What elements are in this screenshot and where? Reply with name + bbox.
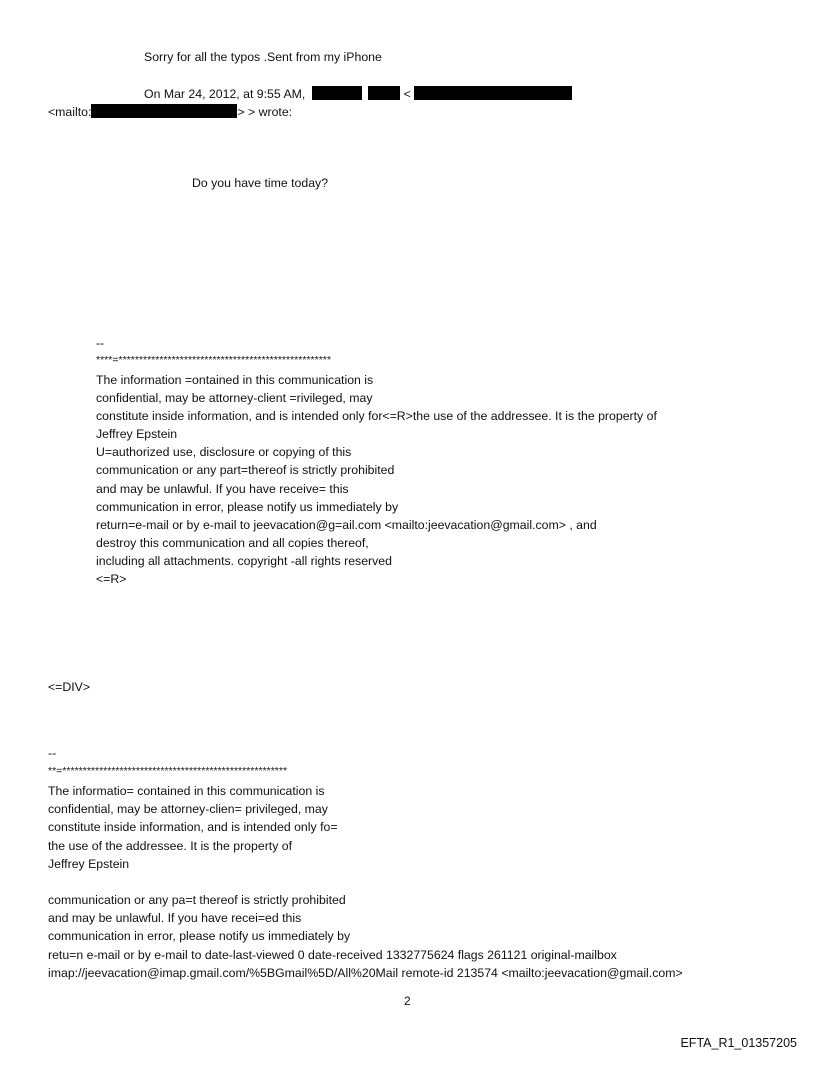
on-date-prefix: On Mar 24, 2012, at 9:55 AM, <box>144 87 306 101</box>
notice-line: communication or any pa=t thereof is strictly prohibited <box>48 893 346 907</box>
page-number: 2 <box>404 994 411 1008</box>
notice-line: the use of the addressee. It is the property of <box>48 838 293 853</box>
notice-line: communication or any part=thereof is strictly prohibited <box>96 463 395 478</box>
outer-footer-notice-b <box>48 891 683 982</box>
bates-number: EFTA_R1_01357205 <box>680 1036 797 1050</box>
on-date-line <box>144 86 572 102</box>
notice-line: constitute inside information, and is intended only fo= <box>48 820 338 835</box>
outer-footer-stars: **=******************************************************* <box>48 765 288 777</box>
notice-line: Jeffrey Epstein <box>48 856 130 871</box>
notice-line: return=e-mail or by e-mail to jeevacation@g=ail.com <mailto:jeevacation@gmail.com> , and <box>96 517 597 532</box>
div-tag-text: <=DIV> <box>48 680 91 694</box>
mailto-prefix: <mailto: <box>48 105 92 119</box>
inner-footer-dashes: -- <box>96 336 105 350</box>
outer-footer-dashes: -- <box>48 746 57 760</box>
notice-line: imap://jeevacation@imap.gmail.com/%5BGmail%5D/All%20Mail remote-id 213574 <mailto:jeevacation@gmail.com> <box>48 965 683 980</box>
notice-line: retu=n e-mail or by e-mail to date-last-viewed 0 date-received 1332775624 flags 261121 original-mailbox <box>48 947 617 962</box>
notice-line: communication in error, please notify us immediately by <box>96 499 399 514</box>
notice-line: constitute inside information, and is intended only for<=R>the use of the addressee. It is the property of <box>96 409 657 424</box>
mailto-line <box>48 104 292 120</box>
notice-line: communication in error, please notify us immediately by <box>48 929 351 944</box>
notice-line: destroy this communication and all copies thereof, <box>96 535 369 550</box>
sent-from-signature: Sorry for all the typos .Sent from my iPhone <box>144 50 382 64</box>
notice-line: Jeffrey Epstein <box>96 427 178 442</box>
notice-line: and may be unlawful. If you have recei=ed this <box>48 911 302 926</box>
notice-line: The information =ontained in this communication is <box>96 373 374 387</box>
question-text: Do you have time today? <box>192 176 329 190</box>
inner-footer-notice <box>96 371 657 588</box>
notice-line: confidential, may be attorney-client =rivileged, may <box>96 391 373 406</box>
lt-sign: < <box>403 87 411 101</box>
redaction-box <box>91 104 237 118</box>
notice-line: U=authorized use, disclosure or copying of this <box>96 445 352 460</box>
notice-line: confidential, may be attorney-clien= privileged, may <box>48 802 328 817</box>
wrote-text: > > wrote: <box>237 105 293 119</box>
outer-footer-notice-a <box>48 782 338 873</box>
notice-line: The informatio= contained in this communication is <box>48 784 325 798</box>
inner-footer-stars: ****=**************************************************** <box>96 354 331 366</box>
notice-line: <=R> <box>96 572 127 587</box>
redaction-box <box>414 86 572 100</box>
redaction-box <box>368 86 400 100</box>
notice-line: and may be unlawful. If you have receive= this <box>96 481 349 496</box>
notice-line: including all attachments. copyright -all rights reserved <box>96 553 392 568</box>
redaction-box <box>312 86 362 100</box>
